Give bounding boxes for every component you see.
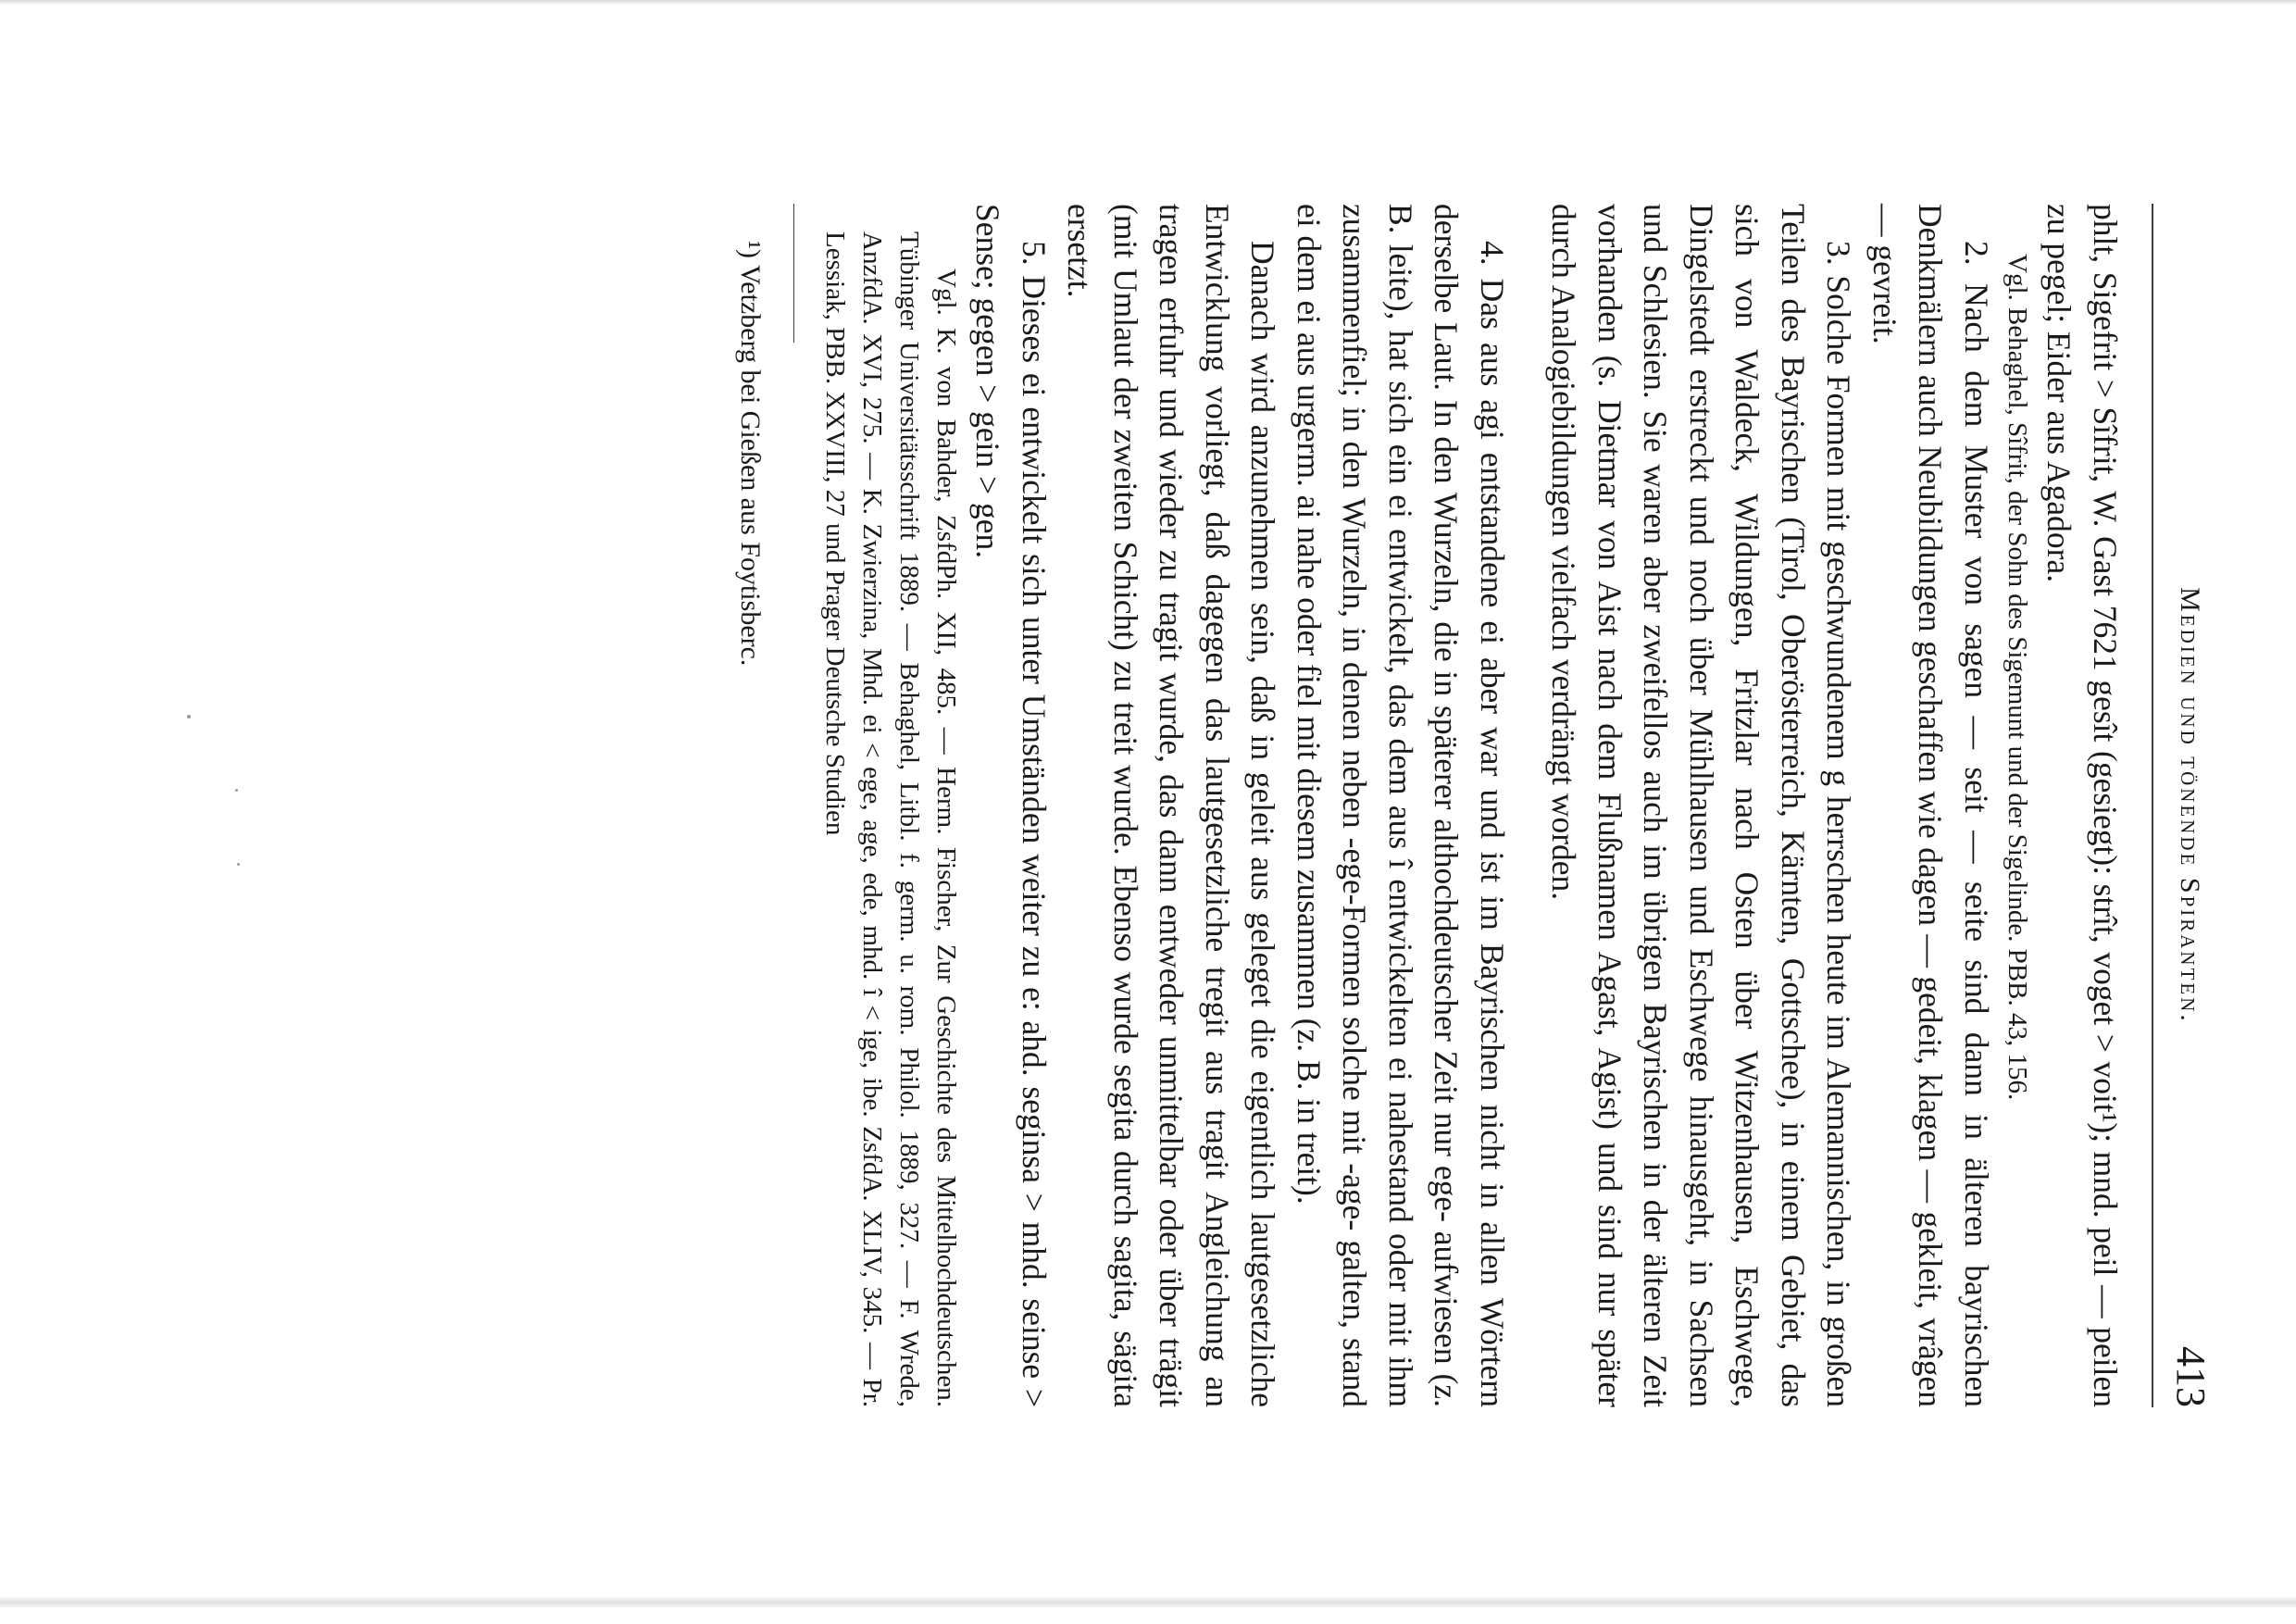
paragraph-5: Danach wird anzunehmen sein, daß in geleit aus geleget die eigentlich lautgesetzliche Entwicklung vorliegt, daß dagegen das lautgesetzliche tregit aus tragit Angleichung an tragen erfuhr und wieder zu tragit wurde, das dann entweder unmittelbar oder über trägit (mit Umlaut der zweiten Schicht) zu treit wurde. Ebenso wurde segita durch sagita, sägita ersetzt. [1061,204,1282,1407]
rotated-text-block [380,204,2222,1407]
page-number: 413 [2168,1346,2214,1407]
paragraph-6: 5. Dieses ei entwickelt sich unter Umständen weiter zu e: ahd. seginsa > mhd. seinse > Sense; gegen > gein > gen. [969,204,1053,1407]
running-title: Medien und tönende Spiranten. [2175,587,2205,1024]
scan-speck [237,863,240,866]
paragraph-2: 2. Nach dem Muster von sagen — seit — seite sind dann in älteren bayrischen Denkmälern auch Neubildungen geschaffen wie dagen — gedeit, klagen — gekleit, vrâgen — gevreit. [1866,204,1995,1407]
scan-edge-top [0,0,2296,5]
paragraph-3: 3. Solche Formen mit geschwundenem g herrschen heute im Alemannischen, in großen Teilen des Bayrischen (Tirol, Oberösterreich, Kärnten, Gottschee), in einem Gebiet, das sich von Waldeck, Wildungen, Fritzlar nach Osten über Witzenhausen, Eschwege, Dingelstedt erstreckt und noch über Mühlhausen und Eschwege hinausgeht, in Sachsen und Schlesien. Sie waren aber zweifellos auch im übrigen Bayrischen in der älteren Zeit vorhanden (s. Dietmar von Aist nach dem Flußnamen Agast, Agist) und sind nur später durch Analogiebildungen vielfach verdrängt worden. [1545,204,1858,1407]
scan-speck [235,789,238,792]
scan-speck [187,715,191,718]
page-header [2152,204,2222,1407]
paragraph-4: 4. Das aus agi entstandene ei aber war und ist im Bayrischen nicht in allen Wörtern derselbe Laut. In den Wurzeln, die in späterer althochdeutscher Zeit nur ege- aufwiesen (z. B. leite), hat sich ein ei entwickelt, das dem aus î entwickelten ei nahestand oder mit ihm zusammenfiel; in den Wurzeln, in denen neben -ege-Formen solche mit -age- galten, stand ei dem ei aus urgerm. ai nahe oder fiel mit diesem zusammen (z. B. in treit). [1291,204,1511,1407]
paragraph-gap [1515,204,1541,1407]
paragraph-continued: phlt, Sigefrit > Sîfrit, W. Gast 7621 gesît (gesiegt): strît, voget > voit¹); mnd. peil — peilen zu pegel; Eider aus Agadora. [2040,204,2124,1407]
scan-edge-bottom [0,1596,2296,1607]
reference-list: Vgl. K. von Bahder, ZsfdPh. XII, 485. — Herm. Fischer, Zur Geschichte des Mittelhochdeutschen. Tübinger Universitätsschrift 1889. — Behaghel, Litbl. f. germ. u. rom. Philol. 1889, 327. — F. Wrede, AnzfdA. XVI, 275. — K. Zwierzina, Mhd. ei < ege, age, ede, mhd. î < ige, ibe. ZsfdA. XLIV, 345. — Pr. Lessiak, PBB. XXVIII, 27 und Prager Deutsche Studien [820,231,961,1407]
footnote-rule [793,204,794,343]
reference-behaghel: Vgl. Behaghel, Sîfrit, der Sohn des Sigemunt und der Sigelinde. PBB. 43, 156. [2003,254,2032,1101]
footnote: ¹) Vetzberg bei Gießen aus Foytisberc. [735,241,766,667]
